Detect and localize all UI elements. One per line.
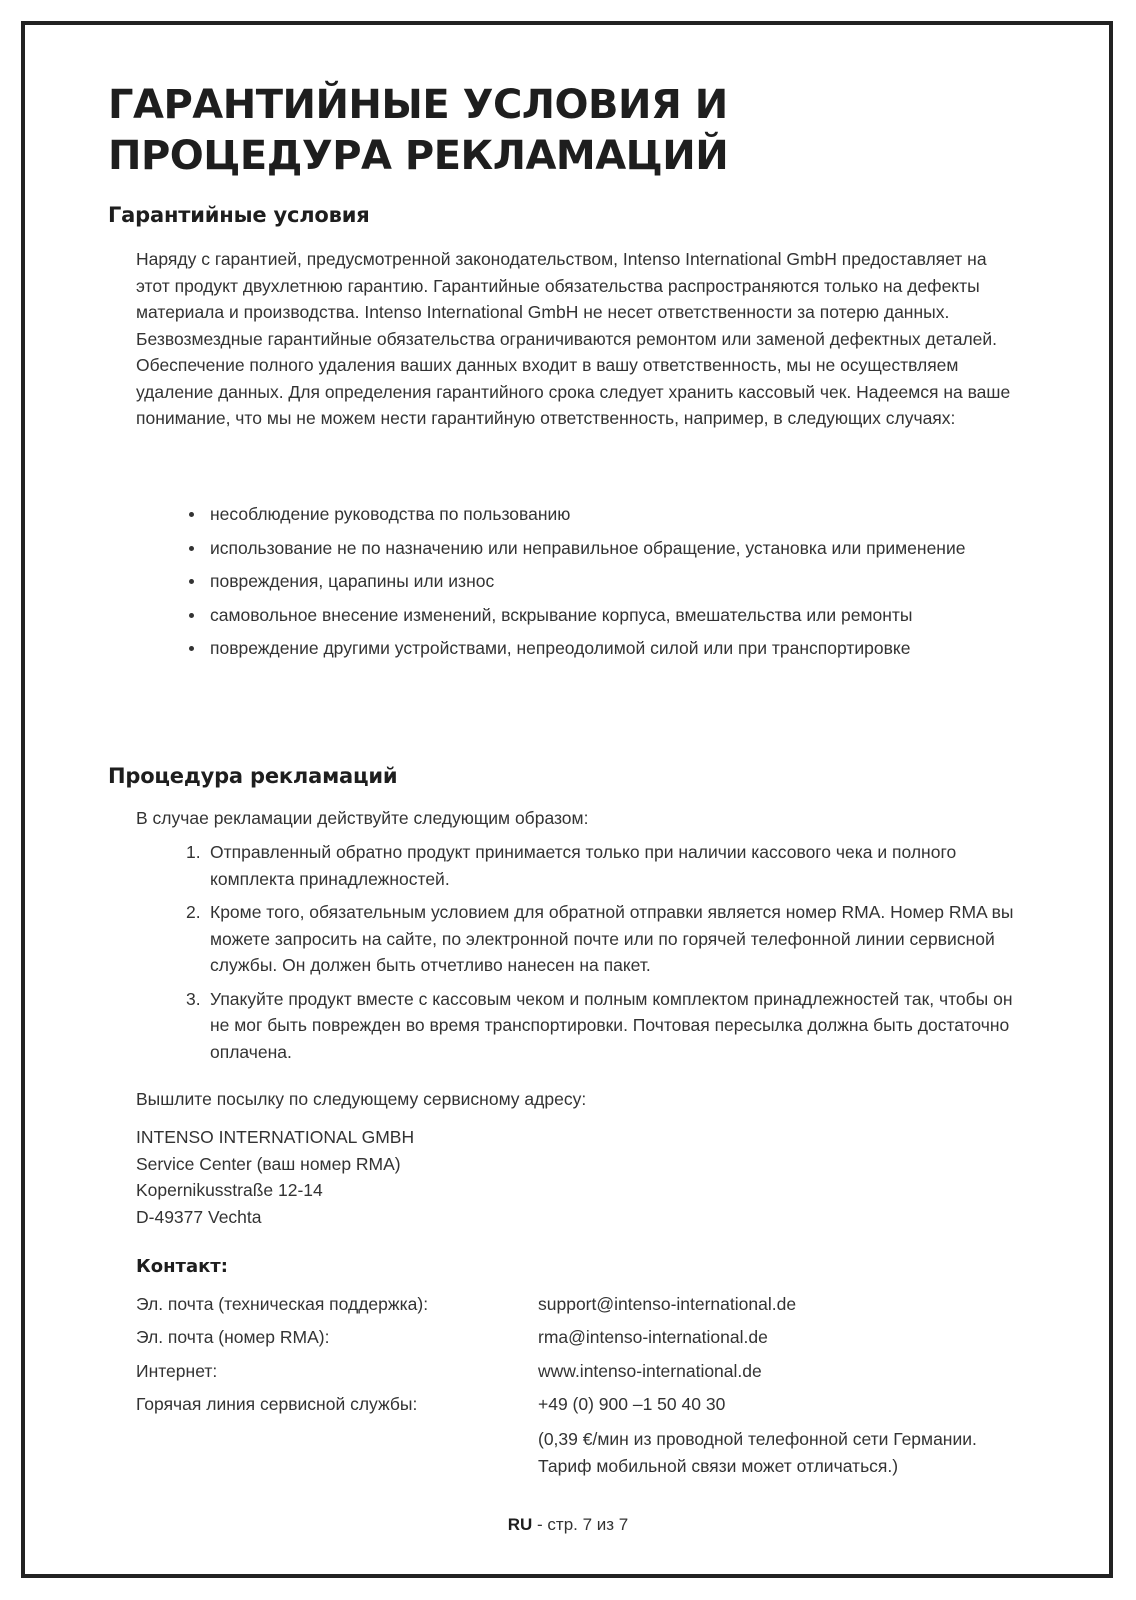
support-email-link[interactable]: support@intenso-international.de [538, 1294, 797, 1314]
send-to-text: Вышлите посылку по следующему сервисному адресу: [136, 1089, 587, 1109]
rma-email-link[interactable]: rma@intenso-international.de [538, 1327, 768, 1347]
address-line: INTENSO INTERNATIONAL GMBH [136, 1127, 415, 1147]
hotline-note: (0,39 €/мин из проводной телефонной сети Германии. Тариф мобильной связи может отличаться.) [538, 1429, 977, 1476]
bullet-icon [189, 646, 194, 651]
list-item: 1. Отправленный обратно продукт принимается только при наличии кассового чека и полного комплекта принадлежностей. [186, 842, 957, 889]
hotline-number: +49 (0) 900 –1 50 40 30 [538, 1394, 726, 1414]
bullet-icon [189, 579, 194, 584]
bullet-icon [189, 613, 194, 618]
warranty-heading: Гарантийные условия [108, 203, 370, 227]
bullet-icon [189, 512, 194, 517]
page-title-line-1: ГАРАНТИЙНЫЕ УСЛОВИЯ И [108, 82, 728, 128]
page-title [108, 80, 1008, 182]
warranty-exclusions-list [186, 501, 1016, 669]
list-item: самовольное внесение изменений, вскрывание корпуса, вмешательства или ремонты [186, 602, 1016, 629]
list-item: повреждения, царапины или износ [186, 568, 1016, 595]
page-footer [0, 1515, 1136, 1535]
complaints-heading: Процедура рекламаций [108, 764, 398, 788]
list-item: 2. Кроме того, обязательным условием для обратной отправки является номер RMA. Номер RMA вы можете запросить на сайте, по электронной почте или по горячей телефонной линии сервисной службы. Он должен быть отчетливо нанесен на пакет. [186, 902, 1014, 975]
contact-label: Эл. почта (техническая поддержка): [136, 1294, 429, 1314]
list-item: несоблюдение руководства по пользованию [186, 501, 1016, 528]
contact-row-website [136, 1358, 1016, 1385]
service-address [136, 1124, 636, 1230]
contact-label: Горячая линия сервисной службы: [136, 1394, 418, 1414]
language-code: RU [507, 1515, 533, 1534]
contact-label: Интернет: [136, 1361, 218, 1381]
list-item: повреждение другими устройствами, непреодолимой силой или при транспортировке [186, 635, 1016, 662]
contact-label: Эл. почта (номер RMA): [136, 1327, 330, 1347]
contact-row-support-email [136, 1291, 1016, 1318]
bullet-icon [189, 546, 194, 551]
address-line: Service Center (ваш номер RMA) [136, 1153, 401, 1174]
address-line: D-49377 Vechta [136, 1206, 262, 1227]
warranty-paragraph: Наряду с гарантией, предусмотренной законодательством, Intenso International GmbH предоставляет на этот продукт двухлетнюю гарантию. Гарантийные обязательства распространяются только на дефекты материала и производства. Intenso International GmbH не несет ответственности за потерю данных. Безвозмездные гарантийные обязательства ограничиваются ремонтом или заменой дефектных деталей. Обеспечение полного удаления ваших данных входит в вашу ответственность, мы не осуществляем удаление данных. Для определения гарантийного срока следует хранить кассовый чек. Надеемся на ваше понимание, что мы не можем нести гарантийную ответственность, например, в следующих случаях: [136, 249, 1011, 428]
page-title-line-2: ПРОЦЕДУРА РЕКЛАМАЦИЙ [108, 133, 729, 179]
address-line: Kopernikusstraße 12-14 [136, 1180, 323, 1200]
contact-heading: Контакт: [136, 1256, 228, 1277]
website-link[interactable]: www.intenso-international.de [538, 1361, 762, 1381]
complaints-steps-list [186, 839, 1026, 1072]
contact-row-rma-email [136, 1324, 1016, 1351]
page-number: - стр. 7 из 7 [532, 1515, 629, 1534]
complaints-intro: В случае рекламации действуйте следующим образом: [136, 808, 589, 828]
contact-row-hotline [136, 1391, 1016, 1418]
list-item: использование не по назначению или неправильное обращение, установка или применение [186, 535, 1016, 562]
list-item: 3. Упакуйте продукт вместе с кассовым чеком и полным комплектом принадлежностей так, чтобы он не мог быть поврежден во время транспортировки. Почтовая пересылка должна быть достаточно оплачена. [186, 988, 1013, 1062]
